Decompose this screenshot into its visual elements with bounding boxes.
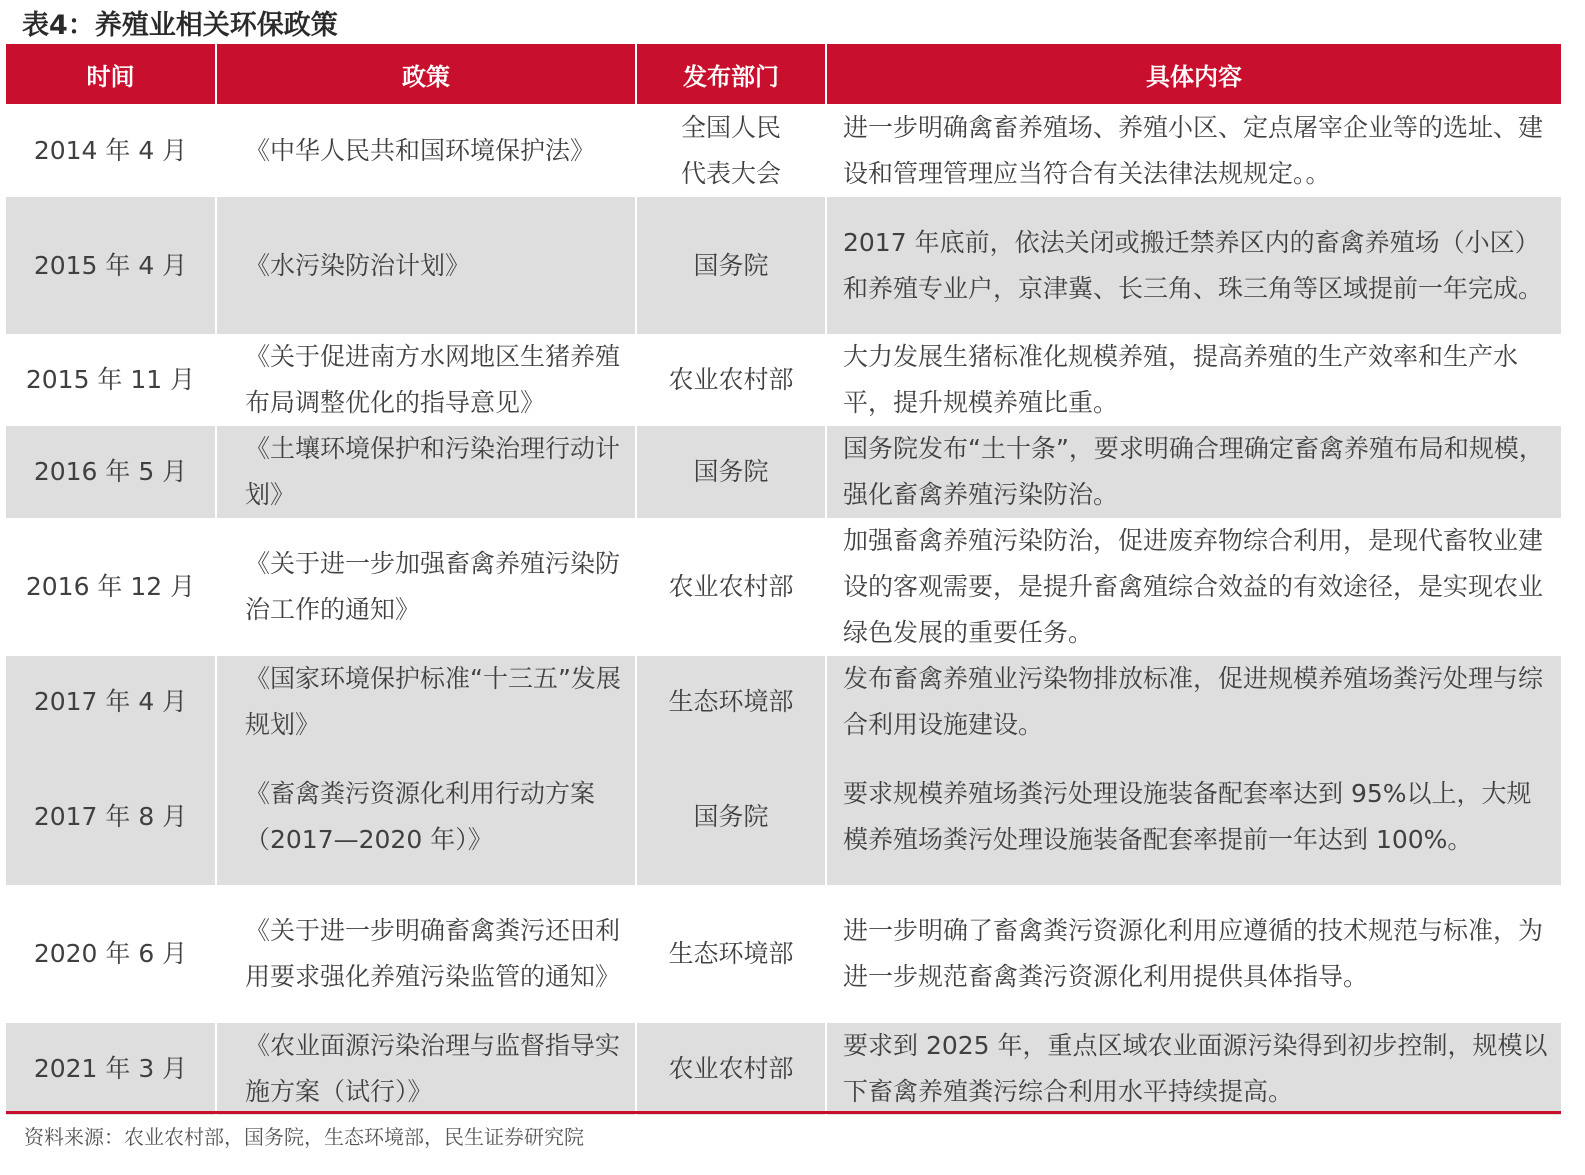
source-note: 资料来源：农业农村部，国务院，生态环境部，民生证券研究院 <box>24 1125 584 1149</box>
header-content: 具体内容 <box>826 44 1561 104</box>
table-row <box>6 885 1561 1023</box>
row-content: 进一步明确禽畜养殖场、养殖小区、定点屠宰企业等的选址、建设和管理管理应当符合有关法律法规规定。。 <box>843 112 1544 188</box>
row-date: 2015 年 4 月 <box>6 197 216 334</box>
table-row <box>6 197 1561 334</box>
row-policy: 《国家环境保护标准“十三五”发展规划》 <box>216 656 636 748</box>
row-date: 2017 年 4 月 <box>6 656 216 748</box>
row-content: 进一步明确了畜禽粪污资源化利用应遵循的技术规范与标准，为进一步规范畜禽粪污资源化利用提供具体指导。 <box>843 916 1544 991</box>
row-content: 大力发展生猪标准化规模养殖，提高养殖的生产效率和生产水平，提升规模养殖比重。 <box>843 342 1519 417</box>
row-date: 2016 年 5 月 <box>6 426 216 518</box>
row-dept: 农业农村部 <box>636 1023 826 1115</box>
row-date: 2014 年 4 月 <box>6 104 216 197</box>
row-policy: 《农业面源污染治理与监督指导实施方案（试行）》 <box>216 1023 636 1115</box>
table-row <box>6 334 1561 426</box>
row-dept: 生态环境部 <box>636 885 826 1023</box>
row-content: 加强畜禽养殖污染防治，促进废弃物综合利用，是现代畜牧业建设的客观需要，是提升畜禽殖综合效益的有效途径，是实现农业绿色发展的重要任务。 <box>843 526 1544 647</box>
table-row <box>6 1023 1561 1115</box>
row-policy: 《关于促进南方水网地区生猪养殖布局调整优化的指导意见》 <box>216 334 636 426</box>
row-dept: 农业农村部 <box>636 334 826 426</box>
header-dept: 发布部门 <box>636 44 826 104</box>
row-dept: 农业农村部 <box>636 518 826 656</box>
row-date: 2015 年 11 月 <box>6 334 216 426</box>
row-dept: 国务院 <box>636 426 826 518</box>
row-dept: 国务院 <box>636 748 826 885</box>
table-row <box>6 748 1561 885</box>
table-header-row <box>6 44 1561 104</box>
row-content: 发布畜禽养殖业污染物排放标准，促进规模养殖场粪污处理与综合利用设施建设。 <box>826 656 1561 748</box>
policy-table-wrapper <box>6 44 1561 1115</box>
row-date: 2016 年 12 月 <box>6 518 216 656</box>
table-row <box>6 518 1561 656</box>
table-row <box>6 426 1561 518</box>
row-content: 国务院发布“土十条”，要求明确合理确定畜禽养殖布局和规模，强化畜禽养殖污染防治。 <box>826 426 1561 518</box>
row-dept: 国务院 <box>636 197 826 334</box>
table-title: 表4：养殖业相关环保政策 <box>22 10 338 41</box>
header-date: 时间 <box>6 44 216 104</box>
row-policy: 《畜禽粪污资源化利用行动方案（2017—2020 年）》 <box>216 748 636 885</box>
row-dept: 生态环境部 <box>636 656 826 748</box>
table-row <box>6 656 1561 748</box>
table-row <box>6 104 1561 197</box>
row-date: 2017 年 8 月 <box>6 748 216 885</box>
table-bottom-rule <box>6 1111 1561 1114</box>
row-content: 2017 年底前，依法关闭或搬迁禁养区内的畜禽养殖场（小区）和养殖专业户，京津冀、长三角、珠三角等区域提前一年完成。 <box>826 197 1561 334</box>
row-policy: 《水污染防治计划》 <box>216 197 636 334</box>
row-policy: 《关于进一步加强畜禽养殖污染防治工作的通知》 <box>216 518 636 656</box>
row-content: 要求规模养殖场粪污处理设施装备配套率达到 95%以上，大规模养殖场粪污处理设施装备配套率提前一年达到 100%。 <box>826 748 1561 885</box>
row-dept: 全国人民代表大会 <box>636 104 826 197</box>
row-policy: 《中华人民共和国环境保护法》 <box>216 104 636 197</box>
row-date: 2020 年 6 月 <box>6 885 216 1023</box>
policy-table <box>6 44 1561 1115</box>
row-date: 2021 年 3 月 <box>6 1023 216 1115</box>
header-policy: 政策 <box>216 44 636 104</box>
row-content: 要求到 2025 年，重点区域农业面源污染得到初步控制，规模以下畜禽养殖粪污综合利用水平持续提高。 <box>826 1023 1561 1115</box>
row-policy: 《土壤环境保护和污染治理行动计划》 <box>216 426 636 518</box>
row-policy: 《关于进一步明确畜禽粪污还田利用要求强化养殖污染监管的通知》 <box>216 885 636 1023</box>
